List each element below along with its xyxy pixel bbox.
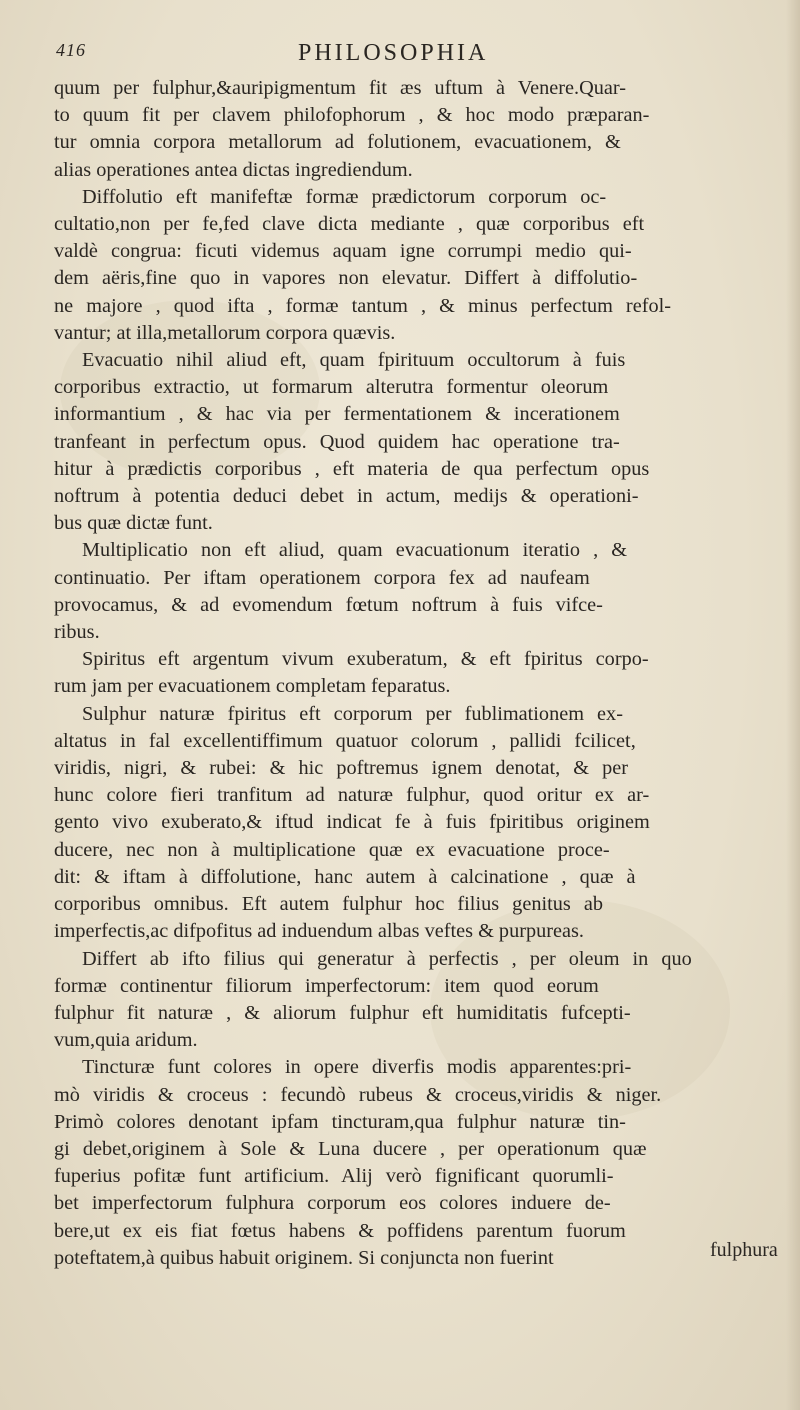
text-line: formæ continentur filiorum imperfectorum: item quod eorum: [54, 974, 599, 997]
text-line: poteftatem,à quibus habuit originem. Si conjuncta non fuerint: [54, 1246, 554, 1269]
text-line: cultatio,non per fe,fed clave dicta mediante , quæ corporibus eft: [54, 213, 645, 236]
text-line: tranfeant in perfectum opus. Quod quidem hac operatione tra-: [54, 430, 620, 453]
text-line: Differt ab ifto filius qui generatur à perfectis , per oleum in quo: [82, 947, 692, 970]
text-line: Tincturæ funt colores in opere diverfis modis apparentes:pri-: [82, 1056, 632, 1079]
text-line: alias operationes antea dictas ingrediendum.: [54, 158, 413, 181]
text-line: altatus in fal excellentiffimum quatuor colorum , pallidi fcilicet,: [54, 729, 636, 752]
text-line: ne majore , quod ifta , formæ tantum , & minus perfectum refol-: [54, 294, 671, 317]
text-line: valdè congrua: ficuti videmus aquam igne corrumpi medio qui-: [54, 240, 632, 263]
text-line: corporibus omnibus. Eft autem fulphur hoc filius genitus ab: [54, 893, 603, 916]
text-line: bere,ut ex eis fiat fœtus habens & poffidens parentum fuorum: [54, 1219, 626, 1242]
page-edge-shadow: [786, 0, 800, 1410]
text-line: vum,quia aridum.: [54, 1029, 198, 1052]
running-head: PHILOSOPHIA: [298, 40, 489, 66]
text-line: tur omnia corpora metallorum ad folutionem, evacuationem, &: [54, 131, 621, 154]
text-line: dit: & iftam à diffolutione, hanc autem à calcinatione , quæ à: [54, 865, 636, 888]
text-line: mò viridis & croceus : fecundò rubeus & croceus,viridis & niger.: [54, 1083, 662, 1106]
text-line: bus quæ dictæ funt.: [54, 512, 213, 535]
text-line: viridis, nigri, & rubei: & hic poftremus ignem denotat, & per: [54, 757, 628, 780]
text-line: Evacuatio nihil aliud eft, quam fpirituum occultorum à fuis: [82, 349, 626, 372]
text-line: dem aëris,fine quo in vapores non elevatur. Differt à diffolutio-: [54, 267, 638, 290]
text-line: Sulphur naturæ fpiritus eft corporum per fublimationem ex-: [82, 702, 623, 725]
text-line: continuatio. Per iftam operationem corpora fex ad naufeam: [54, 566, 590, 589]
text-line: provocamus, & ad evomendum fœtum noftrum à fuis vifce-: [54, 593, 603, 616]
text-line: gento vivo exuberato,& iftud indicat fe à fuis fpiritibus originem: [54, 811, 650, 834]
text-line: Primò colores denotant ipfam tincturam,qua fulphur naturæ tin-: [54, 1110, 626, 1133]
text-line: gi debet,originem à Sole & Luna ducere , per operationum quæ: [54, 1137, 647, 1160]
text-line: imperfectis,ac difpofitus ad induendum albas veftes & purpureas.: [54, 920, 584, 943]
text-line: Multiplicatio non eft aliud, quam evacuationum iteratio , &: [82, 539, 627, 562]
text-line: ribus.: [54, 621, 100, 644]
text-line: Diffolutio eft manifeftæ formæ prædictorum corporum oc-: [82, 185, 607, 208]
text-line: fuperius pofitæ funt artificium. Alij verò fignificant quorumli-: [54, 1165, 614, 1188]
text-line: vantur; at illa,metallorum corpora quævis.: [54, 321, 396, 344]
text-line: hunc colore fieri tranfitum ad naturæ fulphur, quod oritur ex ar-: [54, 784, 650, 807]
text-line: hitur à prædictis corporibus , eft materia de qua perfectum opus: [54, 457, 650, 480]
text-line: ducere, nec non à multiplicatione quæ ex evacuatione proce-: [54, 838, 610, 861]
page-number: 416: [56, 40, 86, 60]
text-line: quum per fulphur,&auripigmentum fit æs uftum à Venere.Quar-: [54, 77, 627, 99]
page-header: [0, 0, 800, 70]
text-line: informantium , & hac via per fermentationem & incerationem: [54, 403, 620, 426]
text-line: noftrum à potentia deduci debet in actum, medijs & operationi-: [54, 485, 639, 508]
catchword: fulphura: [710, 1239, 778, 1261]
text-line: bet imperfectorum fulphura corporum eos colores induere de-: [54, 1192, 611, 1215]
text-line: corporibus extractio, ut formarum alterutra formentur oleorum: [54, 376, 609, 399]
text-line: fulphur fit naturæ , & aliorum fulphur eft humiditatis fufcepti-: [54, 1001, 631, 1024]
text-line: Spiritus eft argentum vivum exuberatum, & eft fpiritus corpo-: [82, 648, 649, 671]
body-text: [54, 75, 770, 1272]
text-line: to quum fit per clavem philofophorum , & hoc modo præparan-: [54, 104, 650, 127]
text-line: rum jam per evacuationem completam feparatus.: [54, 675, 451, 698]
